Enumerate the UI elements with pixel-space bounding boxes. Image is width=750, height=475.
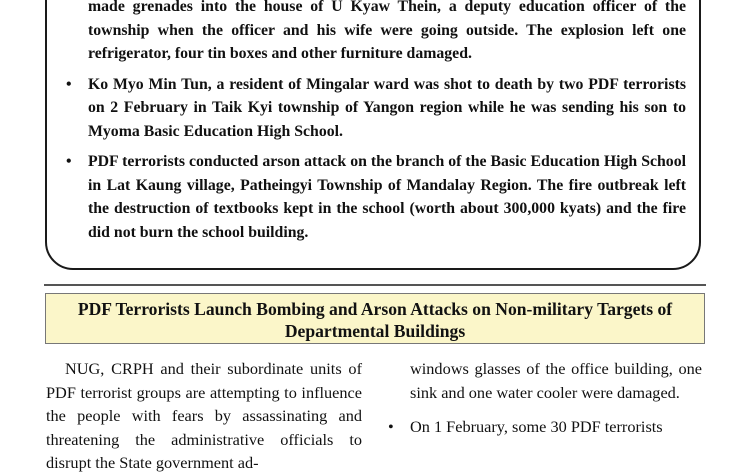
list-item: • On 1 February, some 30 PDF terrorists — [386, 415, 702, 439]
list-item: • PDF terrorists conducted arson attack on the branch of the Basic Education High School in Lat Kaung village, Patheingyi Township of Mandalay Region. The fire outbreak left the destruction of textbooks kept in the school (worth about 300,000 kyats) and the fire did not burn the school building. — [66, 150, 686, 244]
list-item: • Ko Myo Min Tun, a resident of Mingalar ward was shot to death by two PDF terrorists on 2 February in Taik Kyi township of Yangon region while he was sending his son to Myoma Basic Education High School. — [66, 73, 686, 144]
left-column — [46, 357, 362, 475]
section-title-line-1: PDF Terrorists Launch Bombing and Arson Attacks on Non-military Targets of — [77, 299, 673, 319]
incident-list — [66, 0, 686, 244]
section-title — [45, 293, 705, 344]
section-title-line-2: Departmental Buildings — [284, 321, 466, 341]
list-item: made grenades into the house of U Kyaw Thein, a deputy education officer of the township when the officer and his wife were going outside. The explosion left one refrigerator, four tin boxes and other furniture damaged. — [88, 0, 686, 62]
body-paragraph: NUG, CRPH and their subordinate units of PDF terrorist groups are attempting to influence the people with fears by assassinating and threatening the administrative officials to disrupt the State government ad- — [46, 359, 362, 473]
continued-paragraph: windows glasses of the office building, one sink and one water cooler were damaged. — [410, 359, 702, 402]
right-column — [386, 357, 702, 439]
divider — [44, 284, 706, 286]
